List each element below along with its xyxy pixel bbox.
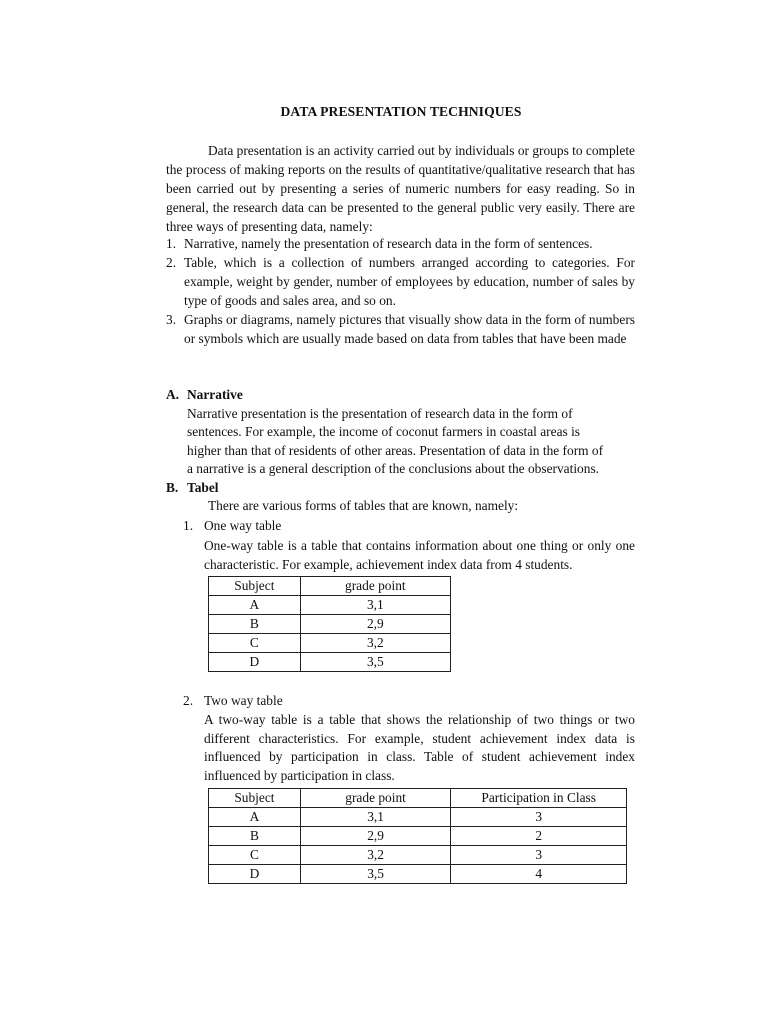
narrative-line: sentences. For example, the income of coconut farmers in coastal areas is bbox=[187, 424, 581, 440]
list-item bbox=[166, 234, 635, 253]
table-row bbox=[209, 653, 451, 672]
table-cell: 3,2 bbox=[300, 846, 451, 865]
list-item bbox=[166, 310, 635, 348]
table-header-row bbox=[209, 789, 627, 808]
table-cell: B bbox=[209, 827, 301, 846]
table-row bbox=[209, 808, 627, 827]
table-cell: B bbox=[209, 615, 301, 634]
table-cell: 2,9 bbox=[300, 615, 450, 634]
subsection-heading-two-way bbox=[183, 693, 283, 709]
section-title: Tabel bbox=[187, 480, 219, 495]
subsection-number: 2. bbox=[183, 693, 194, 708]
list-item-text: Table, which is a collection of numbers arranged according to categories. For example, weight by gender, number of employees by education, number of sales by type of goods and sales area, and so on. bbox=[184, 255, 635, 308]
list-number: 2. bbox=[166, 255, 177, 270]
section-heading-narrative bbox=[166, 387, 243, 403]
page-title: DATA PRESENTATION TECHNIQUES bbox=[280, 104, 522, 119]
table-cell: 3,1 bbox=[300, 596, 450, 615]
two-way-description: A two-way table is a table that shows the relationship of two things or two different characteristics. For example, student achievement index data is influenced by participation in class. Table of student achievement index influenced by participation in class. bbox=[204, 712, 635, 783]
table-cell: D bbox=[209, 653, 301, 672]
narrative-line: a narrative is a general description of the conclusions about the observations. bbox=[187, 460, 600, 476]
section-letter: B. bbox=[166, 480, 179, 495]
list-item-text: Graphs or diagrams, namely pictures that visually show data in the form of numbers or symbols which are usually made based on data from tables that have been made bbox=[184, 312, 635, 346]
table-row bbox=[209, 596, 451, 615]
list-item-text: Narrative, namely the presentation of research data in the form of sentences. bbox=[184, 236, 593, 251]
table-cell: D bbox=[209, 865, 301, 884]
table-cell: 2,9 bbox=[300, 827, 451, 846]
list-number: 1. bbox=[166, 236, 177, 251]
table-row bbox=[209, 846, 627, 865]
table-row bbox=[209, 634, 451, 653]
table-cell: 3,5 bbox=[300, 653, 450, 672]
table-cell: 3,2 bbox=[300, 634, 450, 653]
one-way-table bbox=[208, 576, 451, 672]
section-letter: A. bbox=[166, 387, 180, 402]
column-header: Participation in Class bbox=[451, 789, 627, 808]
tabel-intro: There are various forms of tables that are known, namely: bbox=[208, 498, 519, 513]
table-cell: A bbox=[209, 808, 301, 827]
presentation-ways-list bbox=[166, 234, 635, 348]
column-header: grade point bbox=[300, 789, 451, 808]
list-number: 3. bbox=[166, 312, 177, 327]
section-title: Narrative bbox=[187, 387, 243, 402]
narrative-line: higher than that of residents of other areas. Presentation of data in the form of bbox=[187, 442, 604, 458]
subsection-title: One way table bbox=[204, 518, 282, 533]
table-header-row bbox=[209, 577, 451, 596]
column-header: Subject bbox=[209, 789, 301, 808]
table-cell: A bbox=[209, 596, 301, 615]
table-cell: 3 bbox=[451, 846, 627, 865]
table-row bbox=[209, 615, 451, 634]
table-cell: 2 bbox=[451, 827, 627, 846]
subsection-heading-one-way bbox=[183, 518, 281, 534]
table-cell: 3,1 bbox=[300, 808, 451, 827]
table-cell: C bbox=[209, 846, 301, 865]
table-cell: 4 bbox=[451, 865, 627, 884]
one-way-description: One-way table is a table that contains information about one thing or only one characteristic. For example, achievement index data from 4 students. bbox=[204, 538, 635, 572]
list-item bbox=[166, 253, 635, 310]
two-way-table bbox=[208, 788, 627, 884]
section-heading-tabel bbox=[166, 480, 219, 496]
table-row bbox=[209, 827, 627, 846]
column-header: Subject bbox=[209, 577, 301, 596]
table-cell: 3 bbox=[451, 808, 627, 827]
column-header: grade point bbox=[300, 577, 450, 596]
table-cell: C bbox=[209, 634, 301, 653]
narrative-paragraph bbox=[187, 405, 637, 478]
table-cell: 3,5 bbox=[300, 865, 451, 884]
subsection-title: Two way table bbox=[204, 693, 283, 708]
intro-paragraph: Data presentation is an activity carried out by individuals or groups to complete the process of making reports on the results of quantitative/qualitative research that has been carried out by presenting a series of numeric numbers for easy reading. So in general, the research data can be presented to the general public very easily. There are three ways of presenting data, namely: bbox=[166, 143, 635, 234]
subsection-number: 1. bbox=[183, 518, 194, 533]
table-row bbox=[209, 865, 627, 884]
narrative-line: Narrative presentation is the presentation of research data in the form of bbox=[187, 406, 573, 421]
